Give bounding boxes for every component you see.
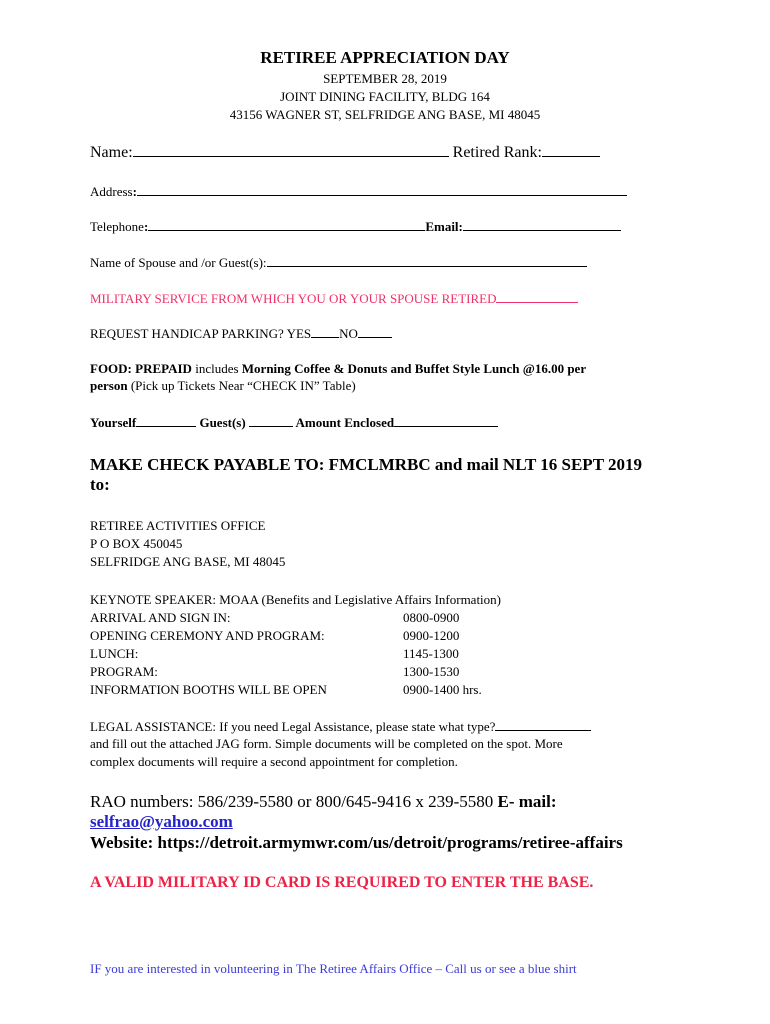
rao-numbers-line: [90, 792, 557, 812]
address-row: [90, 183, 627, 200]
military-service-row: [90, 290, 578, 307]
rao-numbers: RAO numbers: 586/239-5580 or 800/645-9416 x 239-5580: [90, 792, 498, 811]
yourself-label: Yourself: [90, 415, 137, 430]
name-row: [90, 144, 600, 162]
yourself-field[interactable]: [136, 414, 196, 427]
email-link[interactable]: selfrao@yahoo.com: [90, 812, 233, 831]
keynote-text: KEYNOTE SPEAKER: MOAA (Benefits and Legislative Affairs Information): [90, 592, 501, 607]
legal-type-field[interactable]: [495, 718, 591, 731]
schedule-label: INFORMATION BOOTHS WILL BE OPEN: [90, 682, 327, 697]
name-field[interactable]: [133, 144, 449, 157]
telephone-label: Telephone: [90, 219, 144, 234]
schedule-row: [90, 627, 590, 645]
id-required-notice: A VALID MILITARY ID CARD IS REQUIRED TO ENTER THE BASE.: [90, 874, 594, 891]
address-colon: :: [132, 184, 137, 199]
legal-line-1: [90, 718, 591, 735]
legal-question: LEGAL ASSISTANCE: If you need Legal Assistance, please state what type?: [90, 719, 496, 734]
event-venue: JOINT DINING FACILITY, BLDG 164: [280, 89, 490, 104]
spouse-field[interactable]: [267, 254, 587, 267]
food-line-1: [90, 361, 586, 377]
amount-field[interactable]: [394, 414, 498, 427]
schedule-row: [90, 663, 590, 681]
handicap-label: REQUEST HANDICAP PARKING? YES: [90, 326, 312, 341]
spouse-label: Name of Spouse and /or Guest(s):: [90, 255, 267, 270]
legal-line-2: and fill out the attached JAG form. Simple documents will be completed on the spot. More: [90, 736, 563, 751]
check-payable-line-1: MAKE CHECK PAYABLE TO: FMCLMRBC and mail NLT 16 SEPT 2019: [90, 455, 642, 474]
address-label: Address: [90, 184, 133, 199]
page-title: RETIREE APPRECIATION DAY: [260, 48, 510, 67]
food-includes: includes: [191, 361, 242, 376]
amount-label: Amount Enclosed: [292, 415, 395, 430]
check-payable-line-2: to:: [90, 475, 110, 494]
telephone-row: [90, 218, 621, 235]
email-line: [90, 812, 233, 832]
name-label: Name:: [90, 144, 133, 161]
keynote-line: [90, 591, 590, 609]
food-pickup: (Pick up Tickets Near “CHECK IN” Table): [127, 378, 356, 393]
mailing-address-line-2: P O BOX 450045: [90, 536, 183, 551]
schedule-label: ARRIVAL AND SIGN IN:: [90, 610, 231, 625]
military-service-field[interactable]: [496, 290, 578, 303]
payment-count-row: [90, 414, 498, 431]
schedule-label: LUNCH:: [90, 646, 139, 661]
schedule-label: PROGRAM:: [90, 664, 158, 679]
handicap-no-label: NO: [339, 326, 358, 341]
website-line: Website: https://detroit.armymwr.com/us/detroit/programs/retiree-affairs: [90, 833, 623, 852]
handicap-yes-field[interactable]: [311, 325, 339, 338]
email-field[interactable]: [463, 218, 621, 231]
schedule-row: [90, 609, 590, 627]
volunteer-notice: IF you are interested in volunteering in The Retiree Affairs Office – Call us or see a blue shirt: [90, 961, 577, 976]
email-heading: E- mail:: [497, 792, 557, 811]
event-address: 43156 WAGNER ST, SELFRIDGE ANG BASE, MI 48045: [229, 107, 541, 122]
military-service-label: MILITARY SERVICE FROM WHICH YOU OR YOUR SPOUSE RETIRED: [90, 291, 497, 306]
address-field[interactable]: [137, 183, 627, 196]
food-line-2: [90, 378, 356, 394]
guests-label: Guest(s): [196, 415, 249, 430]
email-label: Email:: [425, 219, 463, 234]
mailing-address-line-3: SELFRIDGE ANG BASE, MI 48045: [90, 554, 286, 569]
food-label: FOOD: PREPAID: [90, 361, 192, 376]
legal-line-3: complex documents will require a second appointment for completion.: [90, 754, 458, 769]
rank-field[interactable]: [542, 144, 600, 157]
event-date: SEPTEMBER 28, 2019: [323, 71, 447, 86]
spouse-row: [90, 254, 587, 271]
mailing-address-line-1: RETIREE ACTIVITIES OFFICE: [90, 518, 266, 533]
telephone-field[interactable]: [148, 218, 425, 231]
food-items: Morning Coffee & Donuts and Buffet Style Lunch @16.00 per: [241, 361, 587, 376]
guests-field[interactable]: [249, 414, 293, 427]
handicap-row: [90, 325, 392, 342]
schedule-time: 1300-1530: [403, 664, 460, 679]
schedule-time: 1145-1300: [403, 646, 459, 661]
rank-label: Retired Rank:: [452, 144, 542, 161]
food-per-person: person: [90, 378, 128, 393]
schedule-row: [90, 645, 590, 663]
schedule-time: 0800-0900: [403, 610, 460, 625]
handicap-no-field[interactable]: [358, 325, 392, 338]
schedule-label: OPENING CEREMONY AND PROGRAM:: [90, 628, 325, 643]
schedule-time: 0900-1400 hrs.: [403, 682, 482, 697]
schedule-time: 0900-1200: [403, 628, 460, 643]
schedule-row: [90, 681, 590, 699]
telephone-colon: :: [143, 219, 149, 234]
schedule: [90, 591, 590, 699]
